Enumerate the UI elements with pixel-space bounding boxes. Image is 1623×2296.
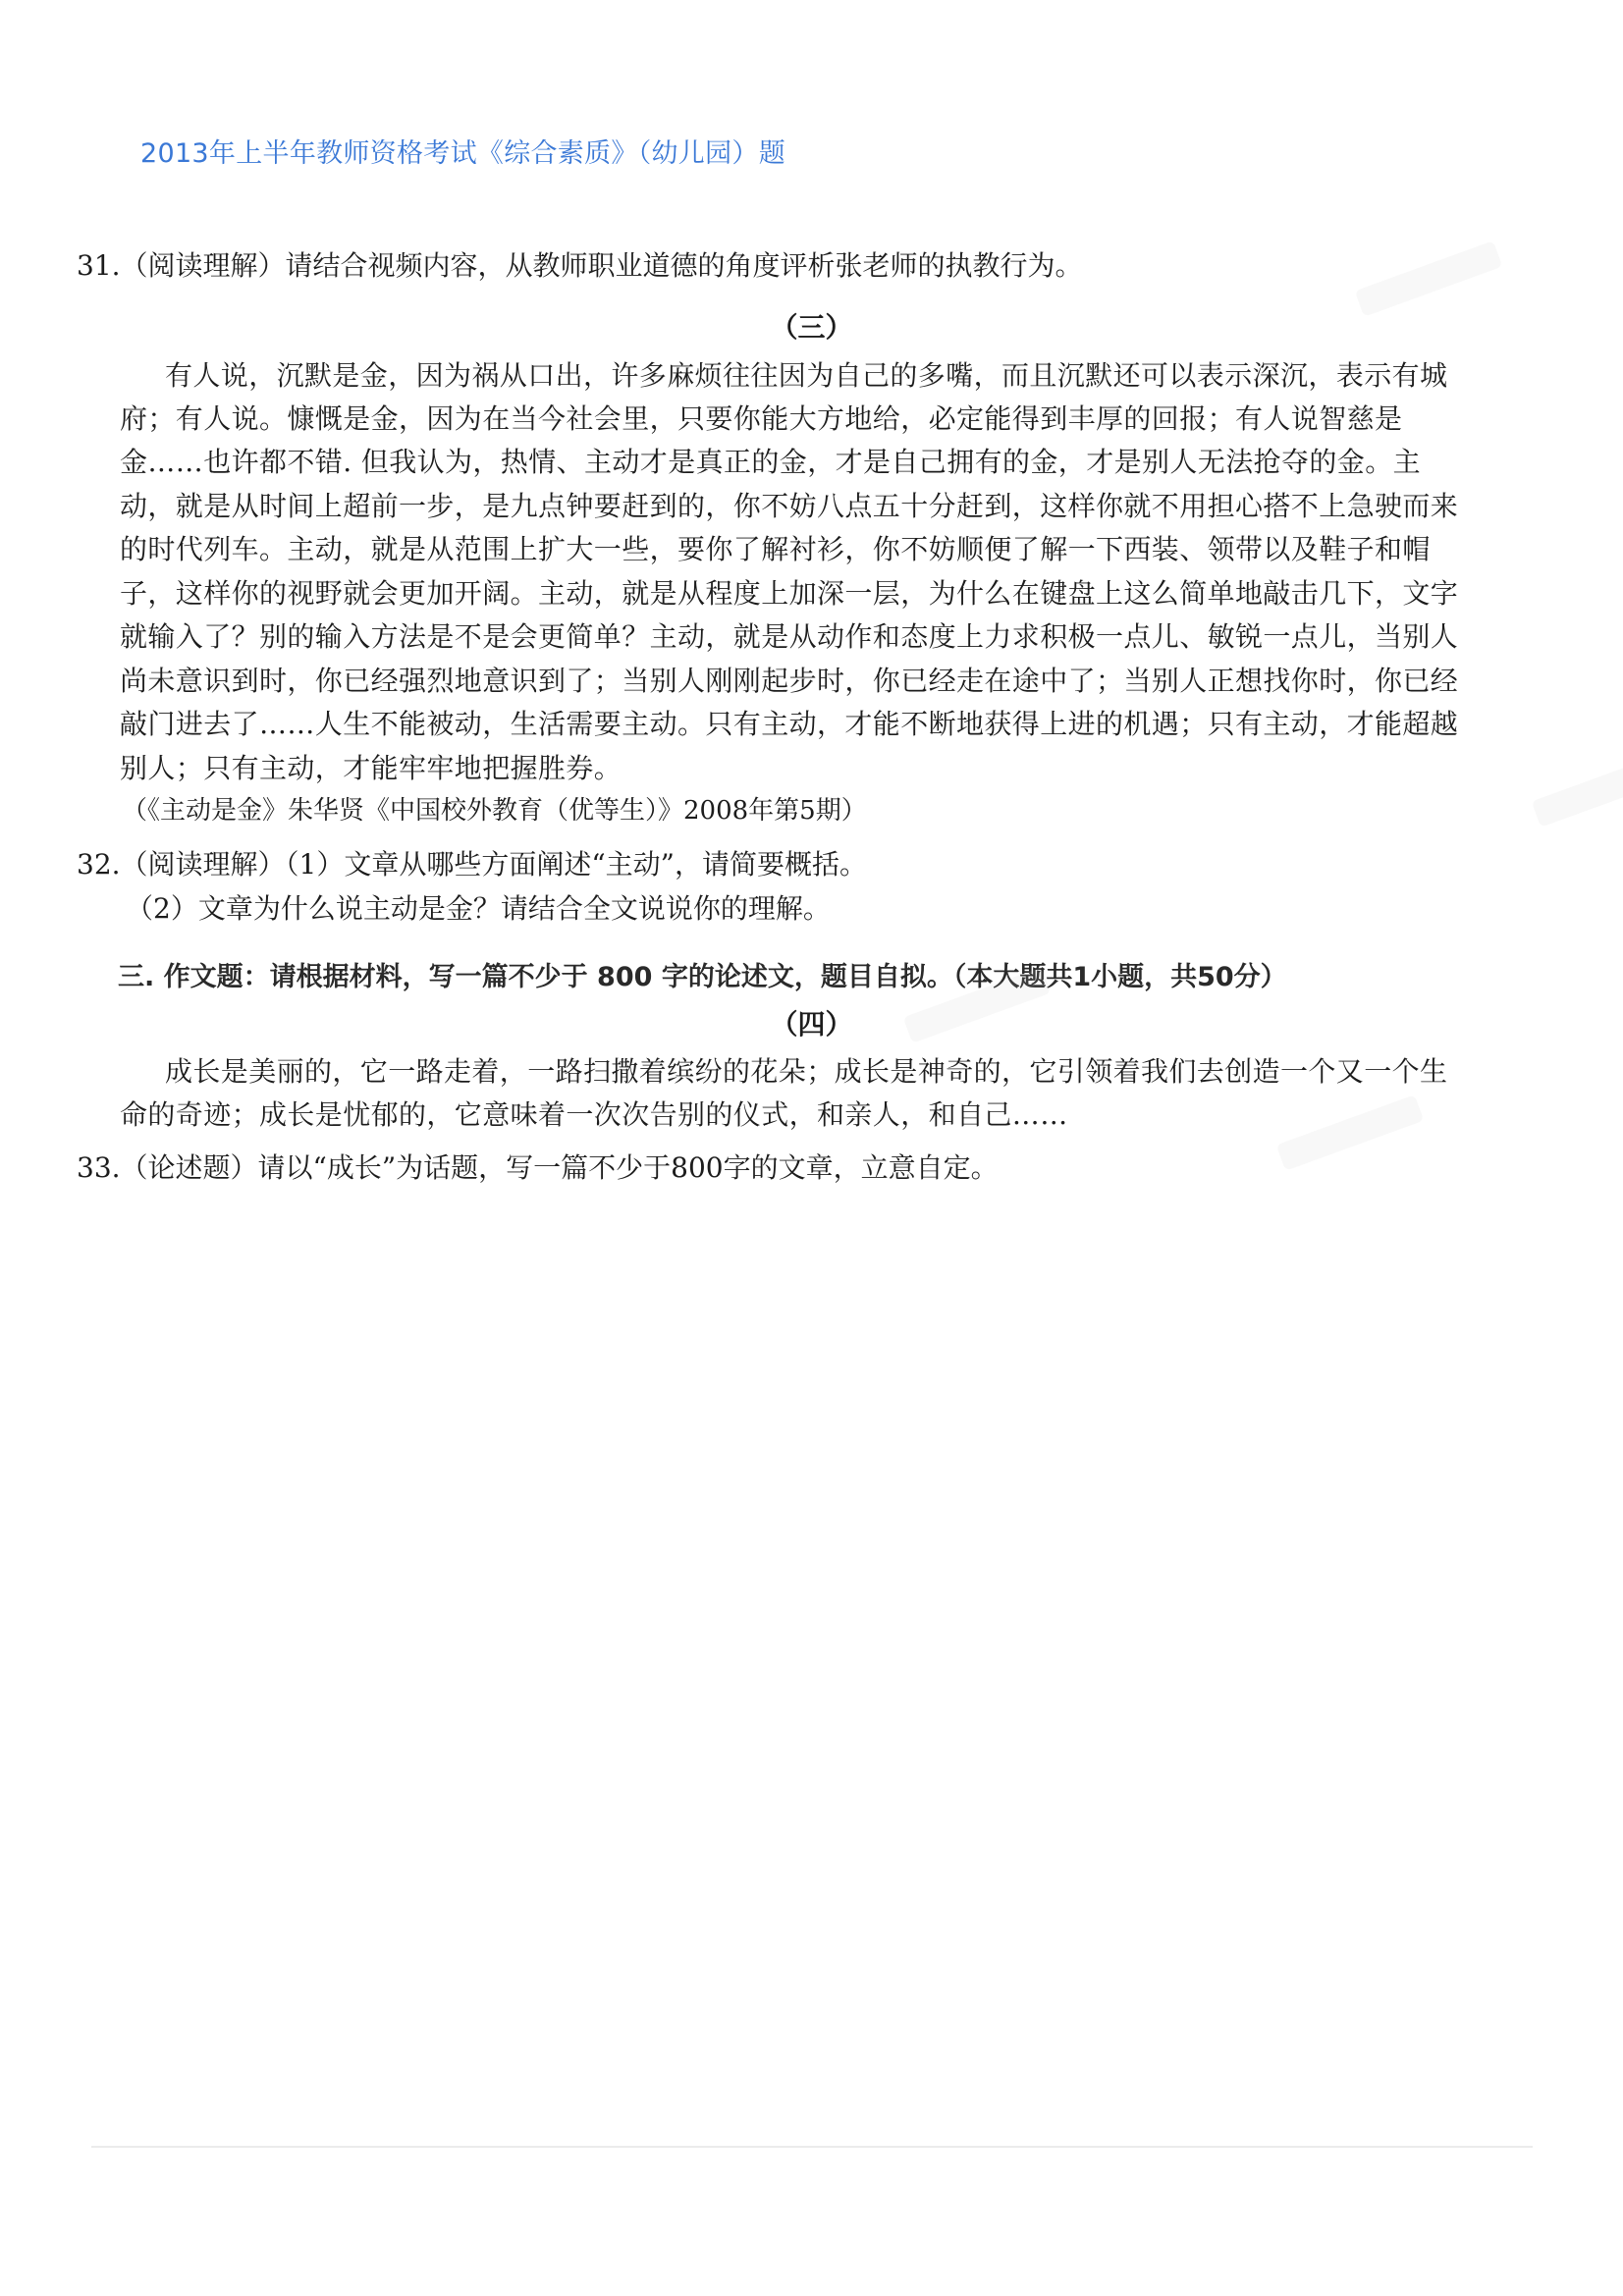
passage-3-line: 金……也许都不错. 但我认为，热情、主动才是真正的金，才是自己拥有的金，才是别人无法抢夺的金。主 <box>120 446 1422 478</box>
essay-section-heading: 三. 作文题：请根据材料，写一篇不少于 800 字的论述文，题目自拟。（本大题共1小题，共50分） <box>118 962 1287 992</box>
question-31: 31.（阅读理解）请结合视频内容，从教师职业道德的角度评析张老师的执教行为。 <box>77 249 1083 282</box>
passage-3-line: 有人说，沉默是金，因为祸从口出，许多麻烦往往因为自己的多嘴，而且沉默还可以表示深沉，表示有城 <box>165 359 1448 392</box>
question-32-part-2: （2）文章为什么说主动是金？请结合全文说说你的理解。 <box>126 892 831 925</box>
footer-divider <box>91 2146 1533 2148</box>
watermark-mark <box>1532 751 1623 828</box>
passage-3-line: 子，这样你的视野就会更加开阔。主动，就是从程度上加深一层，为什么在键盘上这么简单地敲击几下，文字 <box>120 577 1459 610</box>
passage-3-line: 别人；只有主动，才能牢牢地把握胜券。 <box>120 752 622 784</box>
passage-4-line: 成长是美丽的，它一路走着，一路扫撒着缤纷的花朵；成长是神奇的，它引领着我们去创造一个又一个生 <box>165 1055 1448 1088</box>
passage-3-line: 的时代列车。主动，就是从范围上扩大一些，要你了解衬衫，你不妨顺便了解一下西装、领带以及鞋子和帽 <box>120 533 1431 565</box>
passage-3-line: 动，就是从时间上超前一步，是九点钟要赶到的，你不妨八点五十分赶到，这样你就不用担心搭不上急驶而来 <box>120 490 1459 522</box>
passage-3-line: 尚未意识到时，你已经强烈地意识到了；当别人刚刚起步时，你已经走在途中了；当别人正想找你时，你已经 <box>120 665 1459 697</box>
passage-4-line: 命的奇迹；成长是忧郁的，它意味着一次次告别的仪式，和亲人，和自己…… <box>120 1098 1068 1131</box>
passage-3-line: 府；有人说。慷慨是金，因为在当今社会里，只要你能大方地给，必定能得到丰厚的回报；有人说智慈是 <box>120 402 1403 435</box>
passage-3-line: 就输入了？别的输入方法是不是会更简单？主动，就是从动作和态度上力求积极一点儿、敏锐一点儿，当别人 <box>120 620 1459 653</box>
question-33: 33.（论述题）请以“成长”为话题，写一篇不少于800字的文章，立意自定。 <box>77 1151 999 1184</box>
question-32-part-1: 32.（阅读理解）（1）文章从哪些方面阐述“主动”，请简要概括。 <box>77 848 867 881</box>
section-4-heading: （四） <box>770 1008 853 1041</box>
passage-3-source: （《主动是金》朱华贤《中国校外教育（优等生）》2008年第5期） <box>122 796 867 826</box>
document-header-title: 2013年上半年教师资格考试《综合素质》（幼儿园）题 <box>140 138 786 169</box>
passage-3-line: 敲门进去了……人生不能被动，生活需要主动。只有主动，才能不断地获得上进的机遇；只有主动，才能超越 <box>120 708 1459 740</box>
section-3-heading: （三） <box>770 311 853 344</box>
watermark-mark <box>1276 1095 1425 1171</box>
